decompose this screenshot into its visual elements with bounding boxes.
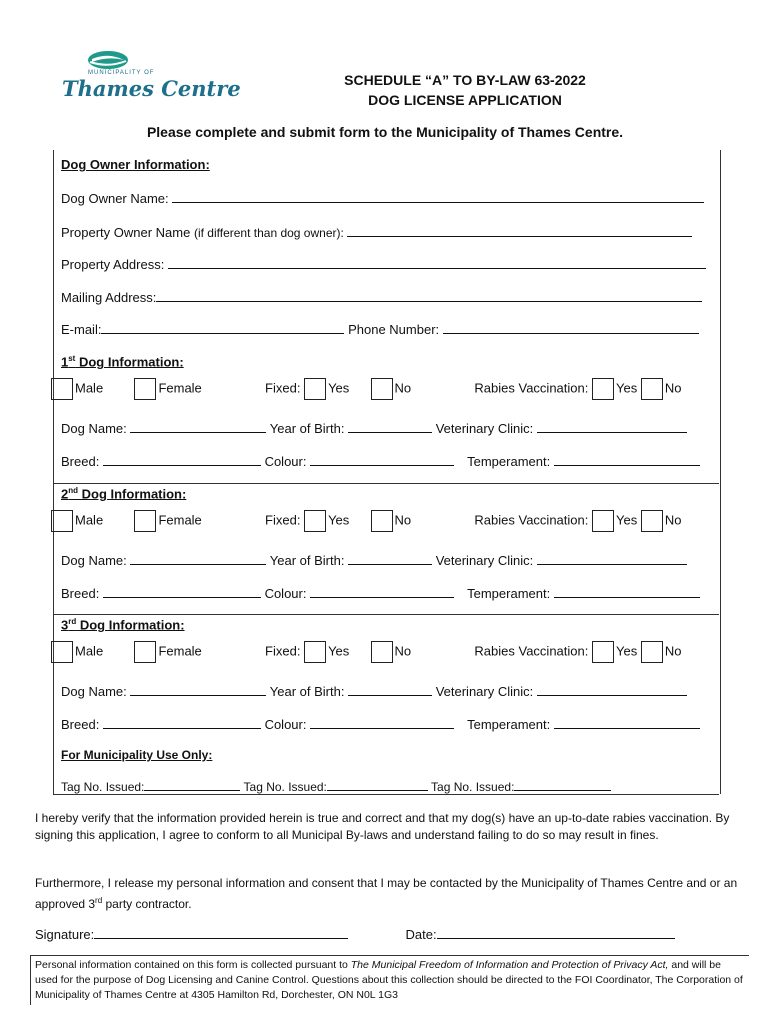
male-label: Male	[75, 380, 104, 396]
rabies-label: Rabies Vaccination:	[474, 380, 589, 396]
rabies-yes-label: Yes	[615, 380, 638, 396]
rabies-no-checkbox[interactable]	[641, 378, 663, 400]
temperament-label: Temperament:	[467, 586, 551, 601]
fixed-no-label: No	[394, 643, 412, 659]
vet-clinic-label: Veterinary Clinic:	[435, 684, 534, 699]
phone-label: Phone Number:	[348, 322, 440, 337]
dog-number-sup: rd	[68, 617, 77, 626]
fixed-yes-checkbox[interactable]	[304, 510, 326, 532]
property-owner-row	[61, 224, 692, 240]
dog-3-breed-row	[61, 716, 700, 732]
email-label: E-mail:	[61, 322, 102, 337]
tag-row	[61, 778, 611, 794]
dog-number: 1	[61, 354, 69, 370]
male-label: Male	[75, 643, 104, 659]
female-checkbox[interactable]	[134, 378, 156, 400]
tag-label-2: Tag No. Issued:	[243, 780, 327, 794]
vet-clinic-field[interactable]	[537, 552, 687, 565]
temperament-field[interactable]	[554, 716, 700, 729]
colour-field[interactable]	[310, 453, 454, 466]
dog-3-options-row	[51, 641, 681, 663]
section-divider	[53, 794, 719, 795]
breed-field[interactable]	[103, 585, 261, 598]
female-label: Female	[158, 380, 202, 396]
municipality-heading: For Municipality Use Only:	[61, 748, 213, 762]
consent-text-end: party contractor.	[102, 897, 192, 911]
colour-label: Colour:	[264, 454, 307, 469]
female-label: Female	[158, 643, 202, 659]
logo-subtext: MUNICIPALITY OF	[88, 70, 155, 76]
privacy-act-name: The Municipal Freedom of Information and Protection of Privacy Act,	[350, 959, 669, 971]
property-address-label: Property Address:	[61, 257, 165, 272]
dog-2-name-row	[61, 552, 687, 568]
property-owner-label: Property Owner Name	[61, 225, 191, 240]
dog-name-field[interactable]	[130, 420, 266, 433]
male-checkbox[interactable]	[51, 378, 73, 400]
privacy-notice	[30, 955, 749, 1005]
fixed-label: Fixed:	[265, 512, 301, 528]
date-field[interactable]	[437, 926, 675, 939]
fixed-yes-label: Yes	[328, 380, 350, 396]
consent-paragraph	[35, 875, 745, 913]
consent-sup: rd	[95, 896, 103, 905]
colour-field[interactable]	[310, 716, 454, 729]
consent-text: Furthermore, I release my personal information and consent that I may be contacted by the Municipality of Thames Centre and or an approved 3	[35, 876, 738, 911]
dog-2-heading	[61, 486, 186, 501]
breed-field[interactable]	[103, 716, 261, 729]
dog-number-sup: st	[68, 354, 76, 363]
dog-number: 2	[61, 486, 69, 502]
section-divider	[53, 614, 719, 615]
dog-1-name-row	[61, 420, 687, 436]
dog-name-label: Dog Name:	[61, 553, 127, 568]
phone-field[interactable]	[443, 321, 699, 334]
tag-field-1[interactable]	[144, 778, 240, 791]
signature-row	[35, 926, 675, 942]
mailing-address-field[interactable]	[156, 289, 702, 302]
schedule-title: SCHEDULE “A” TO BY-LAW 63-2022	[344, 72, 586, 88]
year-of-birth-field[interactable]	[348, 683, 432, 696]
dog-heading-text: Dog Information:	[76, 617, 185, 633]
rabies-label: Rabies Vaccination:	[474, 643, 589, 659]
signature-label: Signature:	[35, 927, 95, 942]
thames-centre-logo	[60, 48, 241, 108]
signature-field[interactable]	[94, 926, 348, 939]
colour-field[interactable]	[310, 585, 454, 598]
owner-heading: Dog Owner Information:	[61, 157, 210, 172]
owner-name-field[interactable]	[172, 190, 704, 203]
vet-clinic-field[interactable]	[537, 420, 687, 433]
female-checkbox[interactable]	[134, 510, 156, 532]
rabies-yes-checkbox[interactable]	[592, 510, 614, 532]
fixed-no-checkbox[interactable]	[371, 641, 393, 663]
dog-1-heading	[61, 354, 184, 369]
temperament-label: Temperament:	[467, 454, 551, 469]
female-label: Female	[158, 512, 202, 528]
declaration-paragraph: I hereby verify that the information provided herein is true and correct and that my dog(s) have an up-to-date rabies vaccination. By signing this application, I agree to conform to all Municipal By-laws and understand failing to do so may result in fines.	[35, 811, 730, 842]
temperament-field[interactable]	[554, 585, 700, 598]
fixed-no-label: No	[394, 512, 412, 528]
dog-2-breed-row	[61, 585, 700, 601]
year-of-birth-label: Year of Birth:	[269, 553, 345, 568]
fixed-label: Fixed:	[265, 643, 301, 659]
mailing-address-row	[61, 289, 702, 305]
vet-clinic-label: Veterinary Clinic:	[435, 421, 534, 436]
dog-3-heading	[61, 617, 185, 632]
vet-clinic-field[interactable]	[537, 683, 687, 696]
instruction-text: Please complete and submit form to the Municipality of Thames Centre.	[146, 124, 624, 140]
tag-field-2[interactable]	[327, 778, 428, 791]
male-label: Male	[75, 512, 104, 528]
male-checkbox[interactable]	[51, 641, 73, 663]
fixed-yes-checkbox[interactable]	[304, 641, 326, 663]
dog-name-label: Dog Name:	[61, 421, 127, 436]
tag-label-1: Tag No. Issued:	[61, 780, 145, 794]
breed-field[interactable]	[103, 453, 261, 466]
rabies-yes-label: Yes	[615, 643, 638, 659]
colour-label: Colour:	[264, 586, 307, 601]
breed-label: Breed:	[61, 717, 100, 732]
temperament-label: Temperament:	[467, 717, 551, 732]
dog-1-options-row	[51, 378, 681, 400]
contact-row	[61, 321, 699, 337]
fixed-yes-checkbox[interactable]	[304, 378, 326, 400]
fixed-no-label: No	[394, 380, 412, 396]
dog-name-field[interactable]	[130, 683, 266, 696]
dog-name-label: Dog Name:	[61, 684, 127, 699]
property-owner-note: (if different than dog owner):	[193, 226, 344, 240]
form-title: DOG LICENSE APPLICATION	[368, 92, 562, 108]
colour-label: Colour:	[264, 717, 307, 732]
dog-2-options-row	[51, 510, 681, 532]
privacy-text: Personal information contained on this form is collected pursuant to	[35, 959, 351, 971]
email-field[interactable]	[101, 321, 344, 334]
owner-name-label: Dog Owner Name:	[61, 191, 169, 206]
dog-number: 3	[61, 617, 69, 633]
rabies-no-label: No	[664, 643, 682, 659]
breed-label: Breed:	[61, 586, 100, 601]
temperament-field[interactable]	[554, 453, 700, 466]
female-checkbox[interactable]	[134, 641, 156, 663]
date-label: Date:	[405, 927, 437, 942]
logo-text: Thames Centre	[62, 76, 241, 101]
fixed-yes-label: Yes	[328, 643, 350, 659]
dog-1-breed-row	[61, 453, 700, 469]
rabies-yes-checkbox[interactable]	[592, 641, 614, 663]
breed-label: Breed:	[61, 454, 100, 469]
male-checkbox[interactable]	[51, 510, 73, 532]
fixed-no-checkbox[interactable]	[371, 378, 393, 400]
property-owner-field[interactable]	[347, 224, 692, 237]
property-address-field[interactable]	[168, 256, 706, 269]
dog-heading-text: Dog Information:	[78, 486, 187, 502]
privacy-text-end: and will be used for the purpose of Dog Licensing and Canine Control. Questions about this collection should be directed to the FOI Coordinator, The Corporation of Municipality of Thames Centre at 4305 Hamilton Rd, Dorchester, ON N0L 1G3	[35, 959, 743, 1001]
rabies-no-checkbox[interactable]	[641, 510, 663, 532]
section-divider	[53, 483, 719, 484]
dog-name-field[interactable]	[130, 552, 266, 565]
year-of-birth-field[interactable]	[348, 420, 432, 433]
rabies-no-checkbox[interactable]	[641, 641, 663, 663]
owner-name-row	[61, 190, 704, 206]
rabies-no-label: No	[664, 380, 682, 396]
fixed-yes-label: Yes	[328, 512, 350, 528]
rabies-yes-label: Yes	[615, 512, 638, 528]
year-of-birth-label: Year of Birth:	[269, 421, 345, 436]
rabies-yes-checkbox[interactable]	[592, 378, 614, 400]
year-of-birth-label: Year of Birth:	[269, 684, 345, 699]
tag-label-3: Tag No. Issued:	[431, 780, 515, 794]
dog-number-sup: nd	[68, 486, 79, 495]
property-address-row	[61, 256, 706, 272]
fixed-label: Fixed:	[265, 380, 301, 396]
mailing-address-label: Mailing Address:	[61, 290, 157, 305]
year-of-birth-field[interactable]	[348, 552, 432, 565]
rabies-no-label: No	[664, 512, 682, 528]
fixed-no-checkbox[interactable]	[371, 510, 393, 532]
vet-clinic-label: Veterinary Clinic:	[435, 553, 534, 568]
dog-heading-text: Dog Information:	[75, 354, 184, 370]
tag-field-3[interactable]	[514, 778, 611, 791]
rabies-label: Rabies Vaccination:	[474, 512, 589, 528]
dog-3-name-row	[61, 683, 687, 699]
